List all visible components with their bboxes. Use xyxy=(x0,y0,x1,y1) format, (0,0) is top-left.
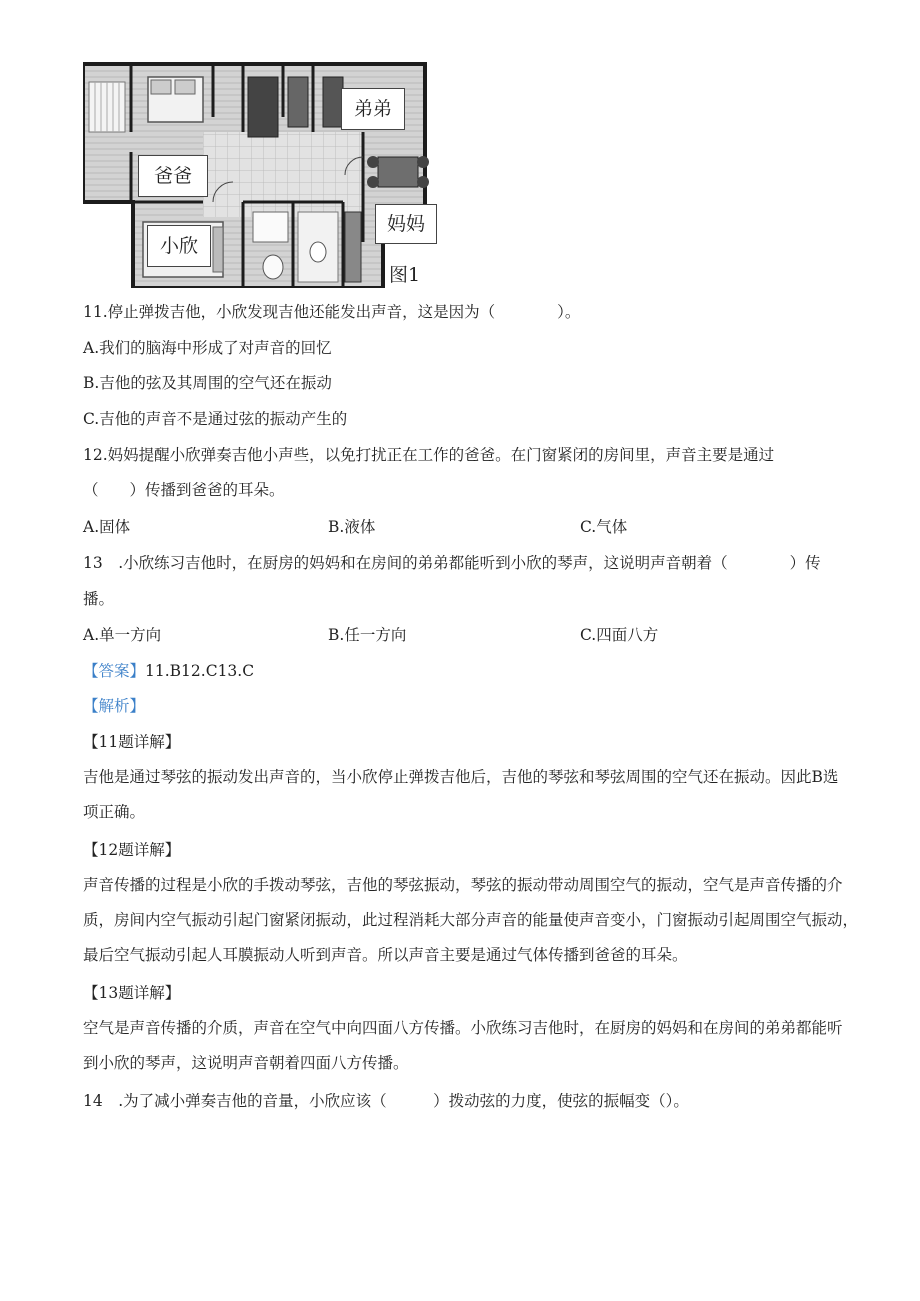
detail-12-line: 最后空气振动引起人耳膜振动人听到声音。所以声音主要是通过气体传播到爸爸的耳朵。 xyxy=(83,946,688,964)
detail-12-line: 声音传播的过程是小欣的手拨动琴弦，吉他的琴弦振动，琴弦的振动带动周围空气的振动，空气是声音传播的介 xyxy=(83,876,843,894)
q14-stem: 14 .为了减小弹奏吉他的音量，小欣应该（ ）拨动弦的力度，使弦的振幅变（）。 xyxy=(83,1092,689,1110)
room-label-xiaoxin: 小欣 xyxy=(147,225,211,267)
detail-13-line: 空气是声音传播的介质，声音在空气中向四面八方传播。小欣练习吉他时，在厨房的妈妈和在房间的弟弟都能听 xyxy=(83,1019,843,1037)
answer-line xyxy=(83,660,254,682)
detail-12-body xyxy=(83,868,859,973)
floor-plan-figure xyxy=(83,62,443,288)
q13-option-c: C.四面八方 xyxy=(580,626,659,644)
q12-stem-line2: （ ）传播到爸爸的耳朵。 xyxy=(83,481,285,499)
detail-11-line: 项正确。 xyxy=(83,803,146,821)
detail-13-body xyxy=(83,1011,843,1081)
room-label-brother: 弟弟 xyxy=(341,88,405,130)
figure-caption: 图1 xyxy=(389,264,421,286)
q12-option-a: A.固体 xyxy=(83,518,131,536)
detail-11-title: 【11题详解】 xyxy=(83,733,181,751)
detail-12-title: 【12题详解】 xyxy=(83,841,181,859)
q11-option-b: B.吉他的弦及其周围的空气还在振动 xyxy=(83,374,332,392)
detail-11-line: 吉他是通过琴弦的振动发出声音的，当小欣停止弹拨吉他后，吉他的琴弦和琴弦周围的空气还在振动。因此B选 xyxy=(83,768,839,786)
q12-stem-line1: 12.妈妈提醒小欣弹奏吉他小声些，以免打扰正在工作的爸爸。在门窗紧闭的房间里，声音主要是通过 xyxy=(83,446,775,464)
q13-stem-line1: 13 .小欣练习吉他时，在厨房的妈妈和在房间的弟弟都能听到小欣的琴声，这说明声音朝着（ ）传 xyxy=(83,554,821,572)
q13-stem-line2: 播。 xyxy=(83,590,115,608)
detail-13-title: 【13题详解】 xyxy=(83,984,181,1002)
q12-option-b: B.液体 xyxy=(328,518,376,536)
q13-option-a: A.单一方向 xyxy=(83,626,162,644)
answer-tag: 【答案】 xyxy=(83,662,146,680)
room-label-mom: 妈妈 xyxy=(375,204,437,244)
q13-option-b: B.任一方向 xyxy=(328,626,407,644)
room-label-dad: 爸爸 xyxy=(138,155,208,197)
detail-11-body xyxy=(83,760,843,830)
q11-option-a: A.我们的脑海中形成了对声音的回忆 xyxy=(83,339,332,357)
detail-13-line: 到小欣的琴声，这说明声音朝着四面八方传播。 xyxy=(83,1054,409,1072)
detail-12-line: 质，房间内空气振动引起门窗紧闭振动，此过程消耗大部分声音的能量使声音变小，门窗振动引起周围空气振动， xyxy=(83,911,859,929)
analysis-tag: 【解析】 xyxy=(83,697,146,715)
answer-text: 11.B12.C13.C xyxy=(145,662,255,680)
q12-option-c: C.气体 xyxy=(580,518,628,536)
q11-stem: 11.停止弹拨吉他，小欣发现吉他还能发出声音，这是因为（ ）。 xyxy=(83,303,581,321)
q11-option-c: C.吉他的声音不是通过弦的振动产生的 xyxy=(83,410,348,428)
